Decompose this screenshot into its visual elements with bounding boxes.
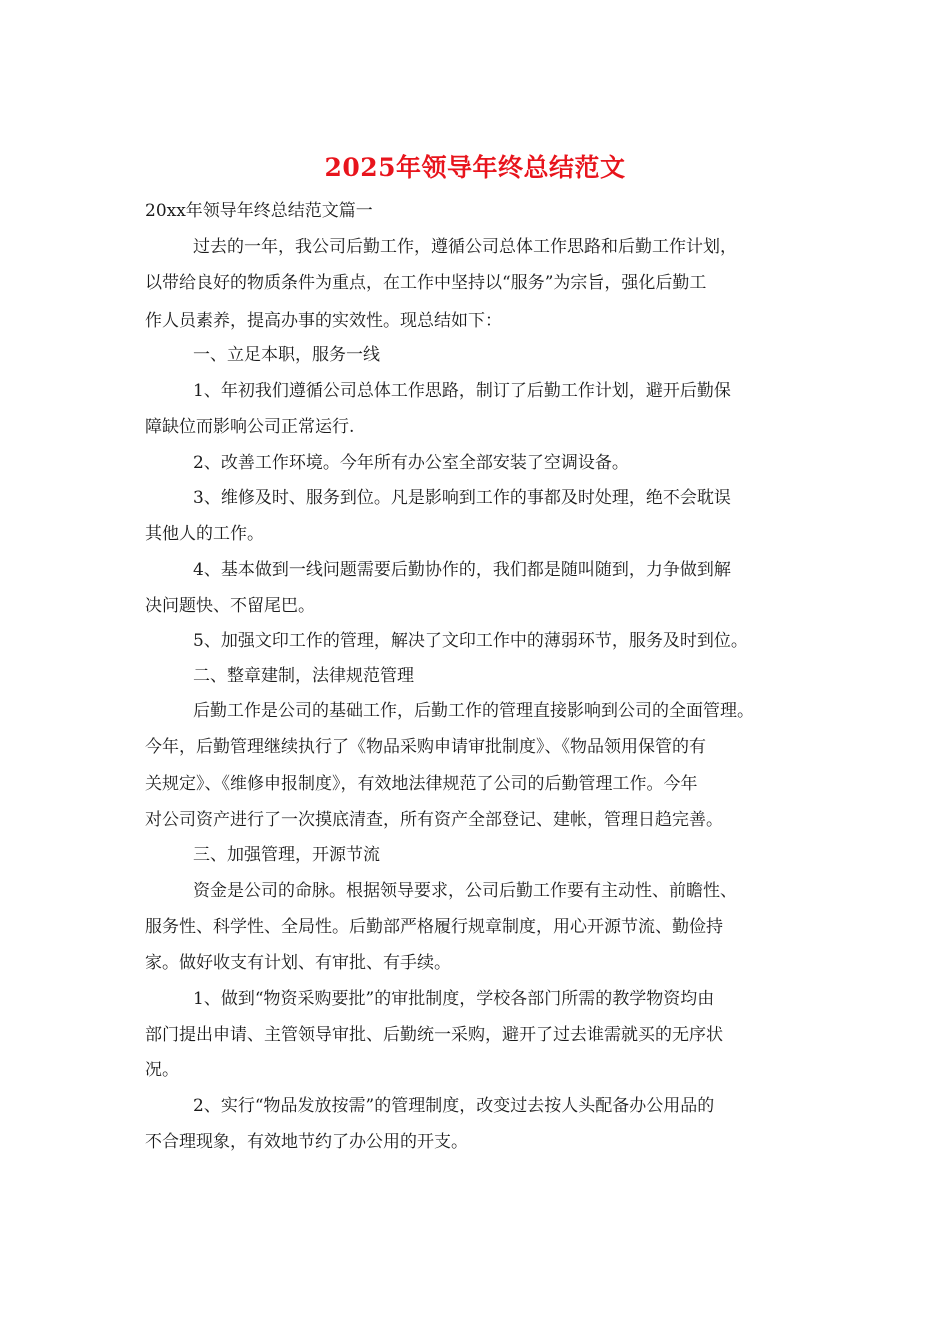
paragraph-line: 今年，后勤管理继续执行了《物品采购申请审批制度》、《物品领用保管的有	[145, 737, 706, 757]
section-heading: 三、加强管理，开源节流	[193, 845, 380, 865]
paragraph-line: 障缺位而影响公司正常运行.	[145, 417, 355, 437]
section-heading: 二、整章建制，法律规范管理	[193, 666, 414, 686]
paragraph-line: 服务性、科学性、全局性。后勤部严格履行规章制度，用心开源节流、勤俭持	[145, 917, 723, 937]
paragraph-line: 部门提出申请、主管领导审批、后勤统一采购，避开了过去谁需就买的无序状	[145, 1025, 723, 1045]
paragraph-line: 以带给良好的物质条件为重点，在工作中坚持以“服务”为宗旨，强化后勤工	[145, 273, 707, 293]
document-subtitle: 20xx年领导年终总结范文篇一	[145, 201, 373, 221]
paragraph-line: 不合理现象，有效地节约了办公用的开支。	[145, 1132, 468, 1152]
paragraph-line: 4、基本做到一线问题需要后勤协作的，我们都是随叫随到，力争做到解	[193, 560, 731, 580]
paragraph-line: 2、改善工作环境。今年所有办公室全部安装了空调设备。	[193, 453, 629, 473]
paragraph-line: 5、加强文印工作的管理，解决了文印工作中的薄弱环节，服务及时到位。	[193, 631, 748, 651]
paragraph-line: 1、做到“物资采购要批”的审批制度，学校各部门所需的教学物资均由	[193, 989, 715, 1009]
section-heading: 一、立足本职，服务一线	[193, 345, 380, 365]
paragraph-line: 2、实行“物品发放按需”的管理制度，改变过去按人头配备办公用品的	[193, 1096, 715, 1116]
paragraph-line: 后勤工作是公司的基础工作，后勤工作的管理直接影响到公司的全面管理。	[193, 701, 754, 721]
paragraph-line: 过去的一年，我公司后勤工作，遵循公司总体工作思路和后勤工作计划，	[193, 237, 737, 257]
paragraph-line: 对公司资产进行了一次摸底清查，所有资产全部登记、建帐，管理日趋完善。	[145, 810, 723, 830]
paragraph-line: 决问题快、不留尾巴。	[145, 596, 315, 616]
paragraph-line: 3、维修及时、服务到位。凡是影响到工作的事都及时处理，绝不会耽误	[193, 488, 731, 508]
paragraph-line: 况。	[145, 1060, 179, 1080]
paragraph-line: 1、年初我们遵循公司总体工作思路，制订了后勤工作计划，避开后勤保	[193, 381, 731, 401]
document-title: 2025年领导年终总结范文	[324, 153, 626, 182]
paragraph-line: 作人员素养，提高办事的实效性。现总结如下：	[145, 311, 502, 331]
paragraph-line: 关规定》、《维修申报制度》，有效地法律规范了公司的后勤管理工作。今年	[145, 774, 698, 794]
paragraph-line: 家。做好收支有计划、有审批、有手续。	[145, 953, 451, 973]
paragraph-line: 其他人的工作。	[145, 524, 264, 544]
paragraph-line: 资金是公司的命脉。根据领导要求，公司后勤工作要有主动性、前瞻性、	[193, 881, 737, 901]
